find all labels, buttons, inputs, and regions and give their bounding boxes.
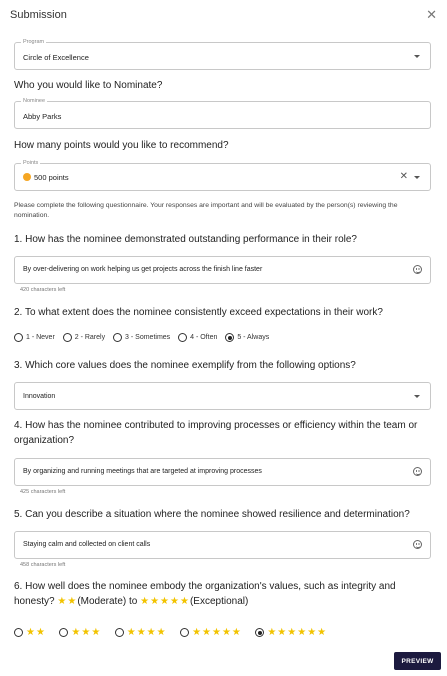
points-value: 500 points [34, 173, 69, 182]
q6-option-selected[interactable] [255, 624, 327, 642]
nominee-question: Who you would like to Nominate? [14, 80, 163, 91]
points-value-wrap [23, 173, 69, 182]
q6-option[interactable] [14, 624, 46, 642]
emoji-icon[interactable] [413, 265, 422, 274]
q6-question [14, 579, 434, 609]
coin-icon [23, 173, 31, 181]
q2-question: 2. To what extent does the nominee consistently exceed expectations in their work? [14, 307, 383, 318]
star-icon: ★★★★★★ [267, 627, 328, 639]
dialog-title: Submission [10, 9, 67, 21]
radio-button[interactable] [14, 333, 23, 342]
q1-answer: By over-delivering on work helping us get projects across the finish line faster [23, 266, 263, 273]
q2-option[interactable]: 2 - Rarely [63, 333, 105, 342]
radio-button[interactable] [63, 333, 72, 342]
q3-select[interactable] [14, 382, 431, 410]
points-select[interactable] [14, 160, 431, 191]
q4-question: 4. How has the nominee contributed to improving processes or efficiency within the team or organization? [14, 420, 418, 446]
q4-answer-field[interactable] [14, 458, 431, 486]
nominee-value: Abby Parks [23, 112, 62, 121]
close-icon[interactable]: ✕ [426, 7, 437, 22]
radio-button[interactable] [113, 333, 122, 342]
emoji-icon[interactable] [413, 540, 422, 549]
program-value: Circle of Excellence [23, 53, 89, 62]
radio-button-selected[interactable] [225, 333, 234, 342]
q2-option-selected[interactable]: 5 - Always [225, 333, 269, 342]
chevron-down-icon [414, 55, 420, 58]
q6-question-text: 6. How well does the nominee embody the organization's values, such as integrity and honesty? [14, 581, 396, 607]
instructions-text: Please complete the following questionnaire. Your responses are important and will be evaluated by the person(s) reviewing the nomination. [14, 202, 398, 219]
q2-option[interactable]: 3 - Sometimes [113, 333, 170, 342]
q5-answer: Staying calm and collected on client calls [23, 541, 151, 548]
star-icon: ★★★★★ [192, 627, 242, 639]
q3-question: 3. Which core values does the nominee exemplify from the following options? [14, 360, 356, 371]
q6-low-label: (Moderate) to [77, 596, 138, 607]
preview-button[interactable]: PREVIEW [394, 652, 441, 670]
q5-counter: 458 characters left [20, 562, 66, 568]
radio-button-selected[interactable] [255, 628, 264, 637]
star-icon: ★★★★ [126, 627, 167, 639]
q4-answer: By organizing and running meetings that are targeted at improving processes [23, 468, 262, 475]
q3-value: Innovation [23, 393, 56, 400]
program-select[interactable] [14, 39, 431, 70]
radio-button[interactable] [14, 628, 23, 637]
nominee-field[interactable] [14, 98, 431, 129]
q6-option[interactable] [59, 624, 101, 642]
radio-button[interactable] [115, 628, 124, 637]
nominee-legend: Nominee [23, 98, 46, 104]
q1-answer-field[interactable] [14, 256, 431, 284]
star-icon: ★★ [57, 596, 78, 607]
q6-high-label: (Exceptional) [189, 596, 249, 607]
q4-counter: 425 characters left [20, 489, 66, 495]
points-legend: Points [23, 160, 39, 166]
q2-options [14, 333, 275, 342]
chevron-down-icon [414, 176, 420, 179]
q1-counter: 420 characters left [20, 287, 66, 293]
q1-question: 1. How has the nominee demonstrated outstanding performance in their role? [14, 234, 357, 245]
q5-answer-field[interactable] [14, 531, 431, 559]
q2-option[interactable]: 1 - Never [14, 333, 55, 342]
q2-option[interactable]: 4 - Often [178, 333, 217, 342]
q5-question: 5. Can you describe a situation where the nominee showed resilience and determination? [14, 509, 410, 520]
star-icon: ★★★★★ [140, 596, 190, 607]
q6-option[interactable] [115, 624, 167, 642]
chevron-down-icon [414, 395, 420, 398]
q6-options [14, 624, 336, 642]
program-legend: Program [23, 39, 45, 45]
radio-button[interactable] [59, 628, 68, 637]
emoji-icon[interactable] [413, 467, 422, 476]
star-icon: ★★ [26, 627, 46, 639]
q6-option[interactable] [180, 624, 242, 642]
star-icon: ★★★ [71, 627, 102, 639]
radio-button[interactable] [180, 628, 189, 637]
dialog-header [10, 8, 437, 24]
radio-button[interactable] [178, 333, 187, 342]
points-question: How many points would you like to recommend? [14, 140, 229, 151]
clear-icon[interactable]: ✕ [399, 171, 408, 182]
